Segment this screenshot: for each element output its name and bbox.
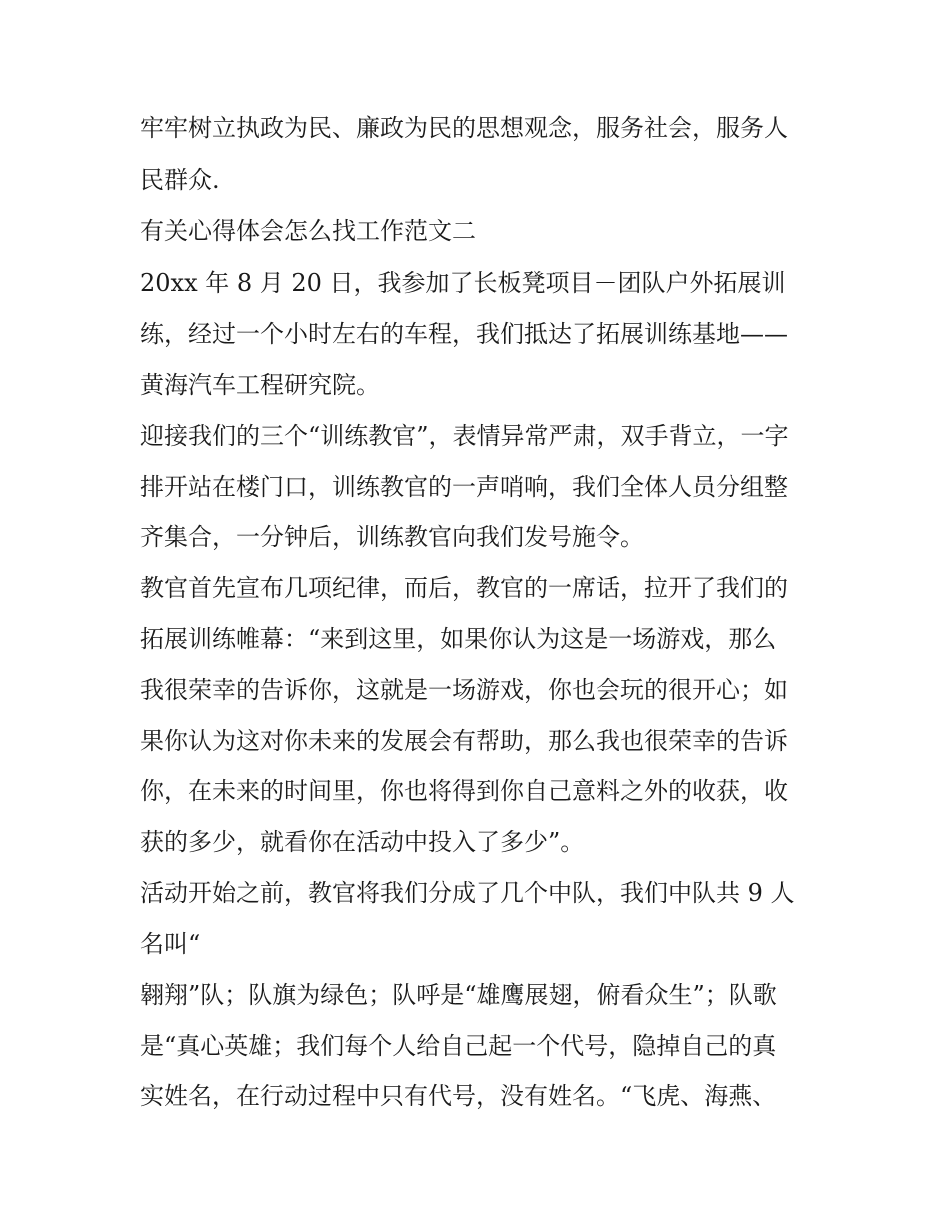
text-line: 活动开始之前，教官将我们分成了几个中队，我们中队共 9 人 bbox=[140, 879, 795, 907]
text-line: 齐集合，一分钟后，训练教官向我们发号施令。 bbox=[140, 523, 644, 551]
section-heading: 有关心得体会怎么找工作范文二 bbox=[140, 217, 476, 245]
text-line: 名叫“ bbox=[140, 930, 201, 958]
text-line: 迎接我们的三个“训练教官”，表情异常严肃，双手背立，一字 bbox=[140, 422, 789, 450]
text-line: 是“真心英雄；我们每个人给自己起一个代号，隐掉自己的真 bbox=[140, 1032, 777, 1060]
text-line: 教官首先宣布几项纪律，而后，教官的一席话，拉开了我们的 bbox=[140, 574, 788, 602]
text-line: 我很荣幸的告诉你，这就是一场游戏，你也会玩的很开心；如 bbox=[140, 676, 788, 704]
text-line: 拓展训练帷幕：“来到这里，如果你认为这是一场游戏，那么 bbox=[140, 625, 777, 653]
text-line: 练，经过一个小时左右的车程，我们抵达了拓展训练基地—— bbox=[140, 320, 788, 348]
text-line: 获的多少，就看你在活动中投入了多少”。 bbox=[140, 828, 585, 856]
text-line: 翱翔”队；队旗为绿色；队呼是“雄鹰展翅，俯看众生”；队歌 bbox=[140, 981, 777, 1009]
text-line: 排开站在楼门口，训练教官的一声哨响，我们全体人员分组整 bbox=[140, 473, 788, 501]
text-line: 果你认为这对你未来的发展会有帮助，那么我也很荣幸的告诉 bbox=[140, 727, 788, 755]
text-line: 你，在未来的时间里，你也将得到你自己意料之外的收获，收 bbox=[140, 777, 788, 805]
text-line: 20xx 年 8 月 20 日，我参加了长板凳项目－团队户外拓展训 bbox=[140, 269, 786, 297]
text-line: 民群众. bbox=[140, 166, 220, 194]
text-line: 黄海汽车工程研究院。 bbox=[140, 371, 380, 399]
text-line: 实姓名，在行动过程中只有代号，没有姓名。“飞虎、海燕、 bbox=[140, 1082, 777, 1110]
text-line: 牢牢树立执政为民、廉政为民的思想观念，服务社会，服务人 bbox=[140, 114, 788, 142]
